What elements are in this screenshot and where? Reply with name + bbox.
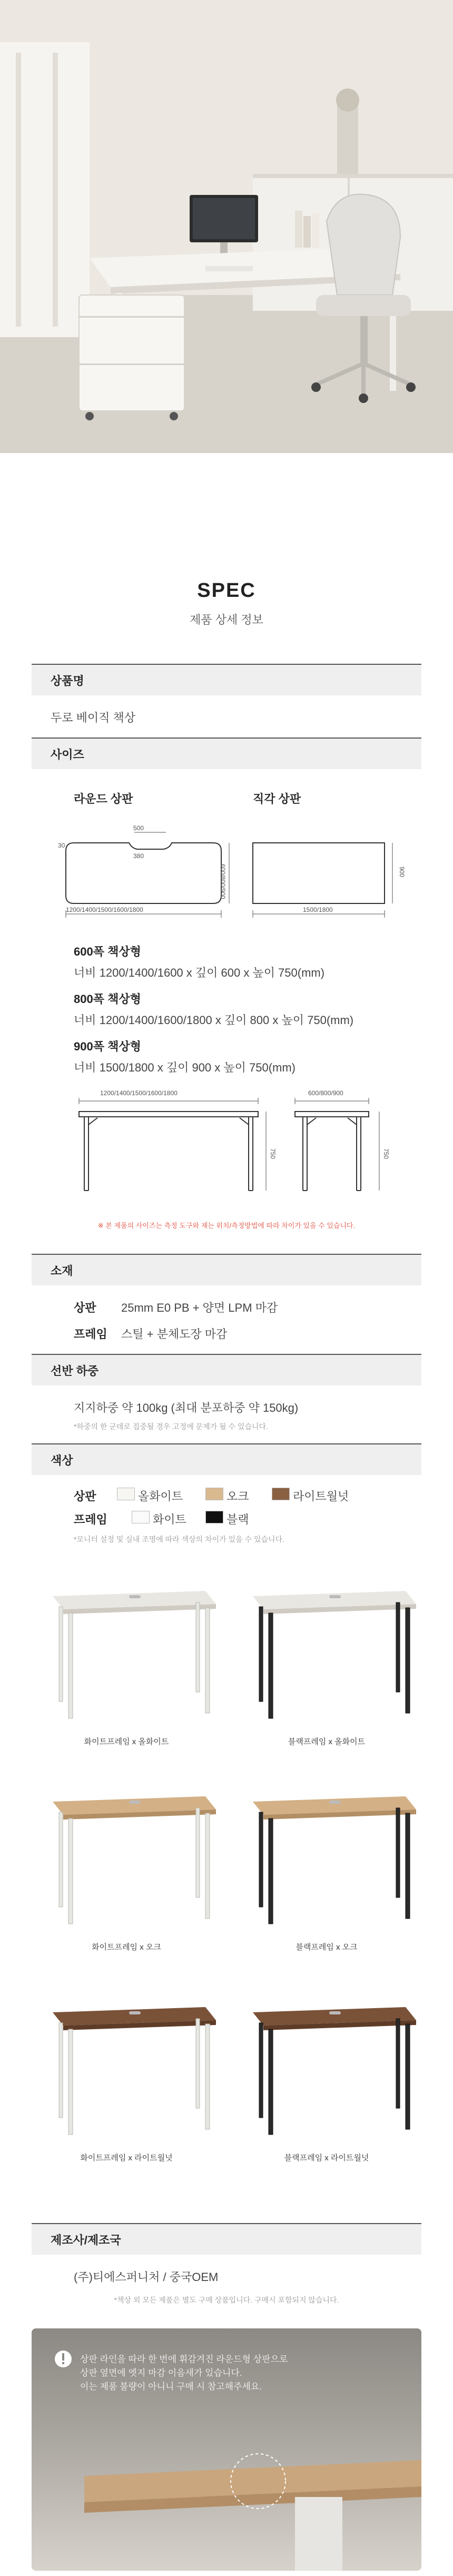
round-dim-left: 30 [58, 842, 65, 849]
maker-value: (주)티에스퍼니처 / 중국OEM [74, 2270, 219, 2284]
square-dim-bottom: 1500/1800 [303, 906, 333, 913]
hero-product-photo [0, 0, 453, 453]
desk-photo-5 [32, 1991, 221, 2149]
desk-photo-4 [232, 1781, 421, 1939]
swatch-light-walnut-label: 라이트월넛 [293, 1490, 349, 1503]
swatch-all-white [117, 1488, 135, 1500]
round-dim-inner: 380 [133, 852, 144, 860]
round-dim-bottom: 1200/1400/1500/1600/1800 [66, 906, 143, 913]
notice-line-3: 이는 제품 불량이 아니니 구매 시 참고해주세요. [80, 2382, 262, 2392]
material-top-value: 25mm E0 PB + 양면 LPM 마감 [121, 1301, 278, 1314]
material-top-label: 상판 [74, 1301, 96, 1314]
color-top-label: 상판 [74, 1490, 96, 1503]
leg-front-width: 1200/1400/1500/1600/1800 [100, 1089, 178, 1097]
leg-size-diagram [32, 1085, 421, 1212]
swatch-frame-black [205, 1511, 223, 1523]
desk-photo-6 [232, 1991, 421, 2149]
leg-side-height: 750 [382, 1148, 390, 1159]
type-800-title: 800폭 책상형 [74, 992, 141, 1006]
swatch-oak [205, 1488, 223, 1500]
color-header: 색상 [32, 1443, 421, 1475]
desk-photo-label-5: 화이트프레임 x 라이트월넛 [80, 2154, 173, 2162]
type-900-title: 900폭 책상형 [74, 1040, 141, 1053]
type-600-title: 600폭 책상형 [74, 945, 141, 958]
round-dim-side: 600/800/900 [219, 864, 226, 899]
size-header: 사이즈 [32, 738, 421, 769]
notice-line-1: 상판 라인을 따라 한 번에 휘감겨진 라운드형 상판으로 [80, 2354, 288, 2364]
desk-photo-3 [32, 1781, 221, 1939]
desk-photo-label-6: 블랙프레임 x 라이트월넛 [284, 2154, 369, 2162]
swatch-frame-black-label: 블랙 [226, 1513, 249, 1526]
swatch-frame-white-label: 화이트 [153, 1513, 186, 1526]
load-header: 선반 하중 [32, 1354, 421, 1385]
maker-header: 제조사/제조국 [32, 2223, 421, 2255]
round-top-label: 라운드 상판 [74, 792, 133, 805]
leg-side-width: 600/800/900 [308, 1089, 343, 1097]
edge-notice-panel [32, 2328, 421, 2571]
notice-line-2: 상판 옆면에 엣지 마감 이음새가 있습니다. [80, 2368, 242, 2378]
desk-photo-label-2: 블랙프레임 x 올화이트 [288, 1737, 366, 1746]
desk-photo-2 [232, 1575, 421, 1733]
size-note: ※ 본 제품의 사이즈는 측정 도구와 재는 위치/측정방법에 따라 차이가 있을 수 있습니다. [97, 1222, 356, 1230]
load-value: 지지하중 약 100kg (최대 분포하중 약 150kg) [74, 1401, 299, 1414]
type-800-desc: 너비 1200/1400/1600/1800 x 깊이 800 x 높이 750(mm) [74, 1014, 354, 1027]
square-dim-side: 900 [398, 867, 406, 878]
desk-photo-label-4: 블랙프레임 x 오크 [296, 1943, 358, 1952]
exclamation-icon [54, 2351, 73, 2369]
desk-photo-label-3: 화이트프레임 x 오크 [92, 1943, 161, 1952]
material-frame-label: 프레임 [74, 1328, 107, 1341]
spec-subtitle: 제품 상세 정보 [190, 613, 263, 626]
spec-title: SPEC [197, 579, 256, 602]
desk-photo-label-1: 화이트프레임 x 올화이트 [84, 1737, 169, 1746]
color-note: *모니터 설정 및 실내 조명에 따라 색상의 차이가 있을 수 있습니다. [74, 1535, 284, 1543]
maker-note: *책상 외 모든 제품은 별도 구매 상품입니다. 구매시 포함되지 않습니다. [114, 2296, 339, 2304]
swatch-light-walnut [272, 1488, 290, 1500]
round-dim-top: 500 [133, 824, 144, 832]
swatch-frame-white [132, 1511, 150, 1523]
material-frame-value: 스틸 + 분체도장 마감 [121, 1328, 228, 1341]
material-header: 소재 [32, 1254, 421, 1285]
desk-photo-1 [32, 1575, 221, 1733]
type-600-desc: 너비 1200/1400/1600 x 깊이 600 x 높이 750(mm) [74, 966, 325, 979]
product-name-value: 두로 베이직 책상 [51, 711, 135, 724]
leg-front-height: 750 [269, 1148, 277, 1159]
swatch-all-white-label: 올화이트 [138, 1490, 183, 1503]
load-note: *하중의 한 군데로 집중될 경우 고정에 문제가 될 수 있습니다. [74, 1422, 268, 1431]
square-top-label: 직각 상판 [253, 792, 301, 805]
top-size-diagram [32, 811, 421, 922]
color-frame-label: 프레임 [74, 1513, 107, 1526]
type-900-desc: 너비 1500/1800 x 깊이 900 x 높이 750(mm) [74, 1061, 296, 1074]
swatch-oak-label: 오크 [226, 1490, 249, 1503]
product-name-header: 상품명 [32, 664, 421, 695]
